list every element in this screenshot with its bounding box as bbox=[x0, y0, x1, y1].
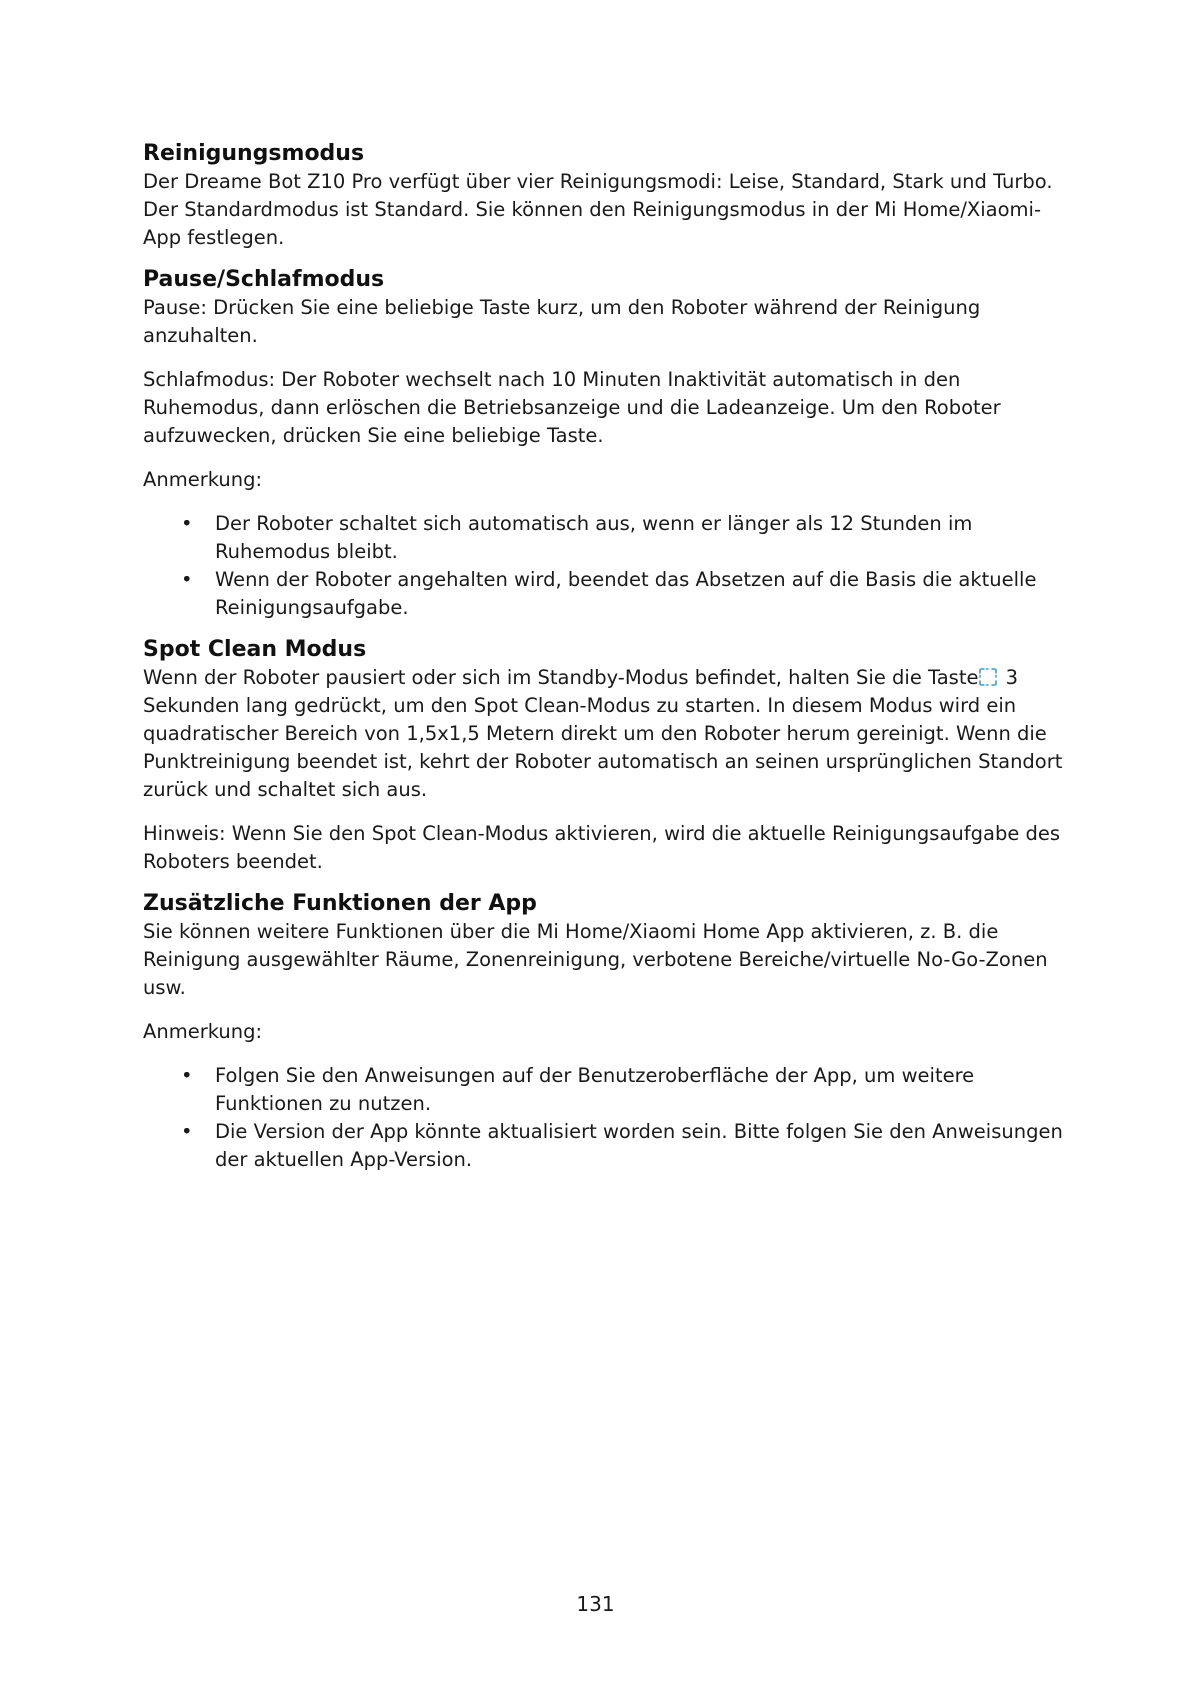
section-app-functions bbox=[143, 890, 1063, 1174]
note-label: Anmerkung: bbox=[143, 1020, 263, 1043]
list-item: • Die Version der App könnte aktualisiert worden sein. Bitte folgen Sie den Anweisungen der aktuellen App-Version. bbox=[215, 1118, 1063, 1174]
paragraph-sleep: Schlafmodus: Der Roboter wechselt nach 10 Minuten Inaktivität automatisch in den Ruhemodus, dann erlöschen die Betriebsanzeige und die Ladeanzeige. Um den Roboter aufzuwecken, drücken Sie eine beliebige Taste. bbox=[143, 368, 1001, 447]
list-item: • Wenn der Roboter angehalten wird, beendet das Absetzen auf die Basis die aktuelle Reinigungsaufgabe. bbox=[215, 566, 1063, 622]
section-spot-clean bbox=[143, 636, 1063, 876]
document-page bbox=[143, 140, 1063, 1188]
spot-clean-text-before: Wenn der Roboter pausiert oder sich im Standby-Modus befindet, halten Sie die Taste bbox=[143, 666, 979, 689]
section-pause-sleep bbox=[143, 266, 1063, 622]
note-label: Anmerkung: bbox=[143, 468, 263, 491]
note-list bbox=[143, 510, 1063, 622]
heading-app-functions: Zusätzliche Funktionen der App bbox=[143, 891, 537, 916]
page-number: 131 bbox=[576, 1592, 615, 1616]
paragraph-app-functions: Sie können weitere Funktionen über die Mi Home/Xiaomi Home App aktivieren, z. B. die Reinigung ausgewählter Räume, Zonenreinigung, verbotene Bereiche/virtuelle No-Go-Zonen usw. bbox=[143, 920, 1048, 999]
note-list bbox=[143, 1062, 1063, 1174]
list-item: • Folgen Sie den Anweisungen auf der Benutzeroberfläche der App, um weitere Funktionen zu nutzen. bbox=[215, 1062, 1063, 1118]
paragraph-spot-clean bbox=[143, 664, 1063, 804]
list-item: • Der Roboter schaltet sich automatisch aus, wenn er länger als 12 Stunden im Ruhemodus bleibt. bbox=[215, 510, 1063, 566]
paragraph-pause: Pause: Drücken Sie eine beliebige Taste kurz, um den Roboter während der Reinigung anzuhalten. bbox=[143, 296, 981, 347]
section-cleaning-mode bbox=[143, 140, 1063, 252]
spot-clean-icon bbox=[979, 666, 997, 684]
spot-clean-text-after: 3 Sekunden lang gedrückt, um den Spot Clean-Modus zu starten. In diesem Modus wird ein quadratischer Bereich von 1,5x1,5 Metern direkt um den Roboter herum gereinigt. Wenn die Punktreinigung beendet ist, kehrt der Roboter automatisch an seinen ursprünglichen Standort zurück und schaltet sich aus. bbox=[143, 666, 1063, 801]
heading-pause-sleep: Pause/Schlafmodus bbox=[143, 267, 385, 292]
paragraph-spot-clean-hint: Hinweis: Wenn Sie den Spot Clean-Modus aktivieren, wird die aktuelle Reinigungsaufgabe des Roboters beendet. bbox=[143, 822, 1061, 873]
heading-cleaning-mode: Reinigungsmodus bbox=[143, 141, 365, 166]
paragraph-cleaning-mode: Der Dreame Bot Z10 Pro verfügt über vier Reinigungsmodi: Leise, Standard, Stark und Turbo. Der Standardmodus ist Standard. Sie können den Reinigungsmodus in der Mi Home/Xiaomi-App festlegen. bbox=[143, 170, 1053, 249]
heading-spot-clean: Spot Clean Modus bbox=[143, 637, 367, 662]
